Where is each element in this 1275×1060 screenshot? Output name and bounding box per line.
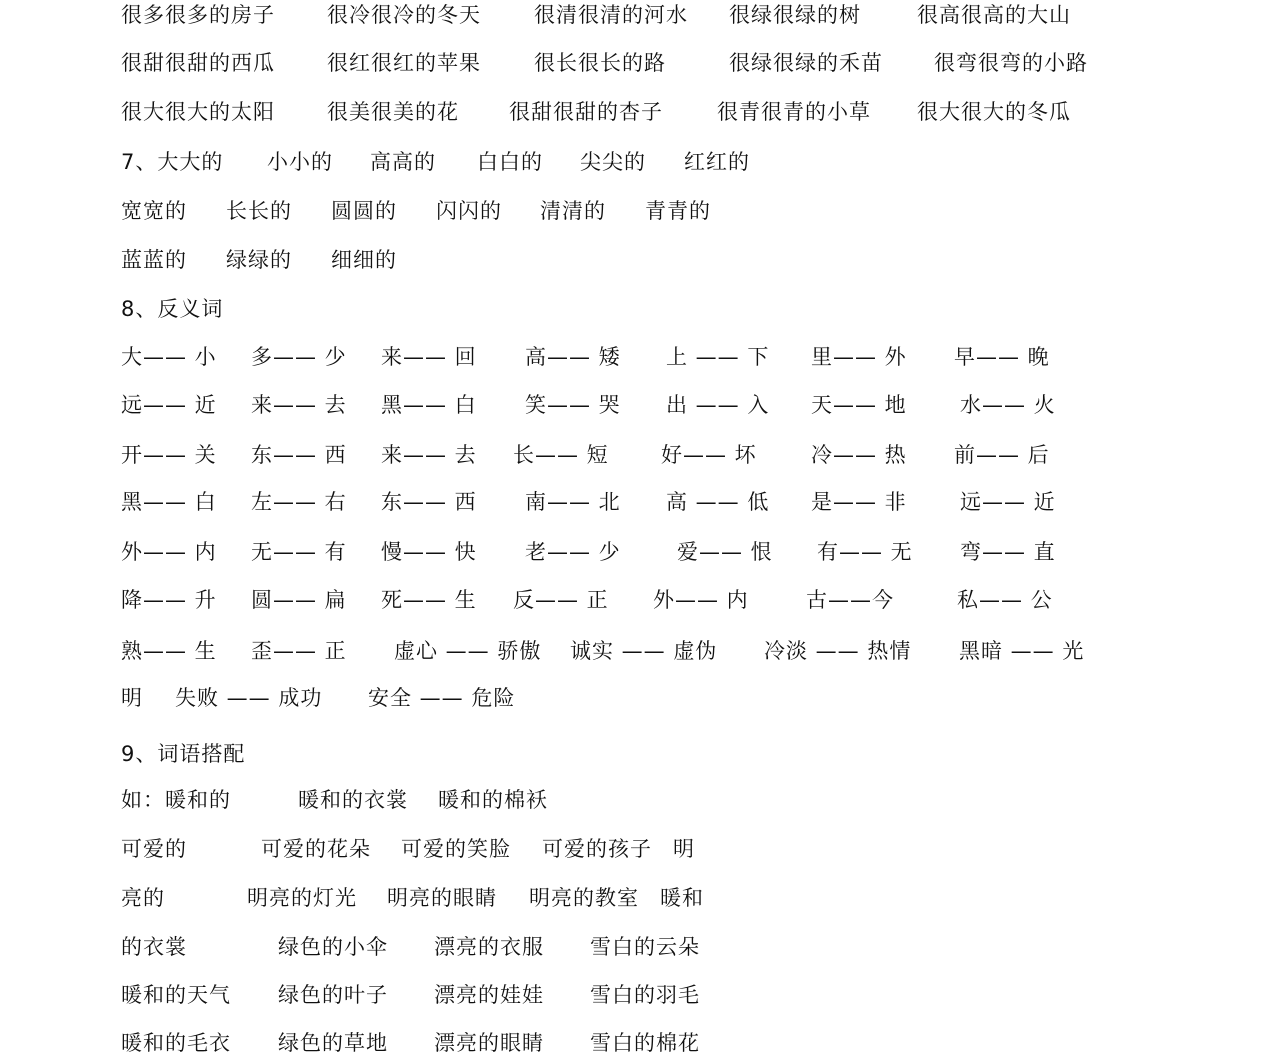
- antonym-pair: 熟—— 生: [121, 639, 217, 663]
- antonym-pair: 好—— 坏: [661, 443, 757, 467]
- phrase: 很高很高的大山: [917, 3, 1071, 27]
- collocation: 暖和的棉袄: [438, 788, 548, 812]
- section-8-title: 8、反义词: [121, 297, 224, 321]
- antonym-pair: 有—— 无: [817, 540, 913, 564]
- antonym-pair: 上 —— 下: [666, 345, 770, 369]
- collocation: 可爱的笑脸: [401, 837, 511, 861]
- antonym-pair: 来—— 回: [381, 345, 477, 369]
- antonym-pair: 黑—— 白: [121, 490, 217, 514]
- antonym-pair: 来—— 去: [251, 393, 347, 417]
- phrase: 很多很多的房子: [121, 3, 275, 27]
- antonym-pair: 冷—— 热: [811, 443, 907, 467]
- reduplicated-word: 清清的: [540, 199, 606, 223]
- collocation: 明亮的灯光: [247, 886, 357, 910]
- antonym-pair: 安全 —— 危险: [368, 686, 516, 710]
- antonym-pair: 慢—— 快: [381, 540, 477, 564]
- collocation: 明亮的教室: [529, 886, 639, 910]
- collocation: 亮的: [121, 886, 165, 910]
- antonym-pair: 诚实 —— 虚伪: [570, 639, 718, 663]
- antonym-pair: 里—— 外: [811, 345, 907, 369]
- antonym-pair: 多—— 少: [251, 345, 347, 369]
- reduplicated-word: 绿绿的: [226, 248, 292, 272]
- antonym-pair: 黑—— 白: [381, 393, 477, 417]
- phrase: 很甜很甜的杏子: [509, 100, 663, 124]
- antonym-pair: 无—— 有: [251, 540, 347, 564]
- collocation: 雪白的云朵: [590, 935, 700, 959]
- section-7-title: 7、大大的: [121, 150, 224, 174]
- phrase: 很大很大的太阳: [121, 100, 275, 124]
- phrase: 很弯很弯的小路: [934, 51, 1088, 75]
- collocation: 雪白的棉花: [590, 1031, 700, 1055]
- phrase: 很红很红的苹果: [327, 51, 481, 75]
- collocation: 绿色的草地: [278, 1031, 388, 1055]
- antonym-pair: 死—— 生: [381, 588, 477, 612]
- phrase: 很长很长的路: [534, 51, 666, 75]
- collocation: 暖和: [660, 886, 704, 910]
- reduplicated-word: 青青的: [645, 199, 711, 223]
- antonym-pair: 老—— 少: [525, 540, 621, 564]
- phrase: 很美很美的花: [327, 100, 459, 124]
- reduplicated-word: 长长的: [226, 199, 292, 223]
- antonym-pair: 大—— 小: [121, 345, 217, 369]
- collocation: 可爱的孩子: [542, 837, 652, 861]
- antonym-pair: 前—— 后: [954, 443, 1050, 467]
- antonym-pair: 东—— 西: [251, 443, 347, 467]
- antonym-pair: 外—— 内: [653, 588, 749, 612]
- antonym-pair: 开—— 关: [121, 443, 217, 467]
- reduplicated-word: 尖尖的: [580, 150, 646, 174]
- antonym-pair: 水—— 火: [960, 393, 1056, 417]
- reduplicated-word: 红红的: [684, 150, 750, 174]
- collocation: 的衣裳: [121, 935, 187, 959]
- collocation: 漂亮的眼睛: [434, 1031, 544, 1055]
- antonym-pair: 出 —— 入: [666, 393, 770, 417]
- antonym-pair: 弯—— 直: [960, 540, 1056, 564]
- antonym-pair: 东—— 西: [381, 490, 477, 514]
- phrase: 很大很大的冬瓜: [917, 100, 1071, 124]
- phrase: 很青很青的小草: [717, 100, 871, 124]
- reduplicated-word: 闪闪的: [436, 199, 502, 223]
- antonym-pair: 南—— 北: [525, 490, 621, 514]
- collocation: 明亮的眼睛: [387, 886, 497, 910]
- collocation: 明: [673, 837, 695, 861]
- collocation: 暖和的毛衣: [121, 1031, 231, 1055]
- antonym-pair: 远—— 近: [960, 490, 1056, 514]
- antonym-pair: 古——今: [806, 588, 894, 612]
- collocation: 暖和的衣裳: [298, 788, 408, 812]
- antonym-pair: 明: [121, 686, 143, 710]
- collocation: 漂亮的衣服: [434, 935, 544, 959]
- collocation: 暖和的天气: [121, 983, 231, 1007]
- antonym-pair: 冷淡 —— 热情: [764, 639, 912, 663]
- section-9-title: 9、词语搭配: [121, 742, 246, 766]
- reduplicated-word: 圆圆的: [331, 199, 397, 223]
- antonym-pair: 私—— 公: [957, 588, 1053, 612]
- antonym-pair: 圆—— 扁: [251, 588, 347, 612]
- antonym-pair: 长—— 短: [513, 443, 609, 467]
- collocation: 如：暖和的: [121, 788, 231, 812]
- collocation: 可爱的: [121, 837, 187, 861]
- antonym-pair: 黑暗 —— 光: [959, 639, 1085, 663]
- reduplicated-word: 白白的: [477, 150, 543, 174]
- antonym-pair: 高 —— 低: [666, 490, 770, 514]
- collocation: 漂亮的娃娃: [434, 983, 544, 1007]
- antonym-pair: 歪—— 正: [251, 639, 347, 663]
- antonym-pair: 爱—— 恨: [677, 540, 773, 564]
- antonym-pair: 反—— 正: [513, 588, 609, 612]
- reduplicated-word: 蓝蓝的: [121, 248, 187, 272]
- antonym-pair: 虚心 —— 骄傲: [394, 639, 542, 663]
- collocation: 绿色的小伞: [278, 935, 388, 959]
- phrase: 很冷很冷的冬天: [327, 3, 481, 27]
- antonym-pair: 来—— 去: [381, 443, 477, 467]
- antonym-pair: 早—— 晚: [954, 345, 1050, 369]
- reduplicated-word: 高高的: [370, 150, 436, 174]
- antonym-pair: 失败 —— 成功: [175, 686, 323, 710]
- reduplicated-word: 小小的: [267, 150, 333, 174]
- antonym-pair: 笑—— 哭: [525, 393, 621, 417]
- antonym-pair: 远—— 近: [121, 393, 217, 417]
- phrase: 很清很清的河水: [534, 3, 688, 27]
- antonym-pair: 左—— 右: [251, 490, 347, 514]
- antonym-pair: 高—— 矮: [525, 345, 621, 369]
- antonym-pair: 是—— 非: [811, 490, 907, 514]
- phrase: 很绿很绿的树: [729, 3, 861, 27]
- phrase: 很绿很绿的禾苗: [729, 51, 883, 75]
- antonym-pair: 天—— 地: [811, 393, 907, 417]
- collocation: 绿色的叶子: [278, 983, 388, 1007]
- antonym-pair: 降—— 升: [121, 588, 217, 612]
- antonym-pair: 外—— 内: [121, 540, 217, 564]
- collocation: 雪白的羽毛: [590, 983, 700, 1007]
- collocation: 可爱的花朵: [261, 837, 371, 861]
- reduplicated-word: 细细的: [331, 248, 397, 272]
- reduplicated-word: 宽宽的: [121, 199, 187, 223]
- phrase: 很甜很甜的西瓜: [121, 51, 275, 75]
